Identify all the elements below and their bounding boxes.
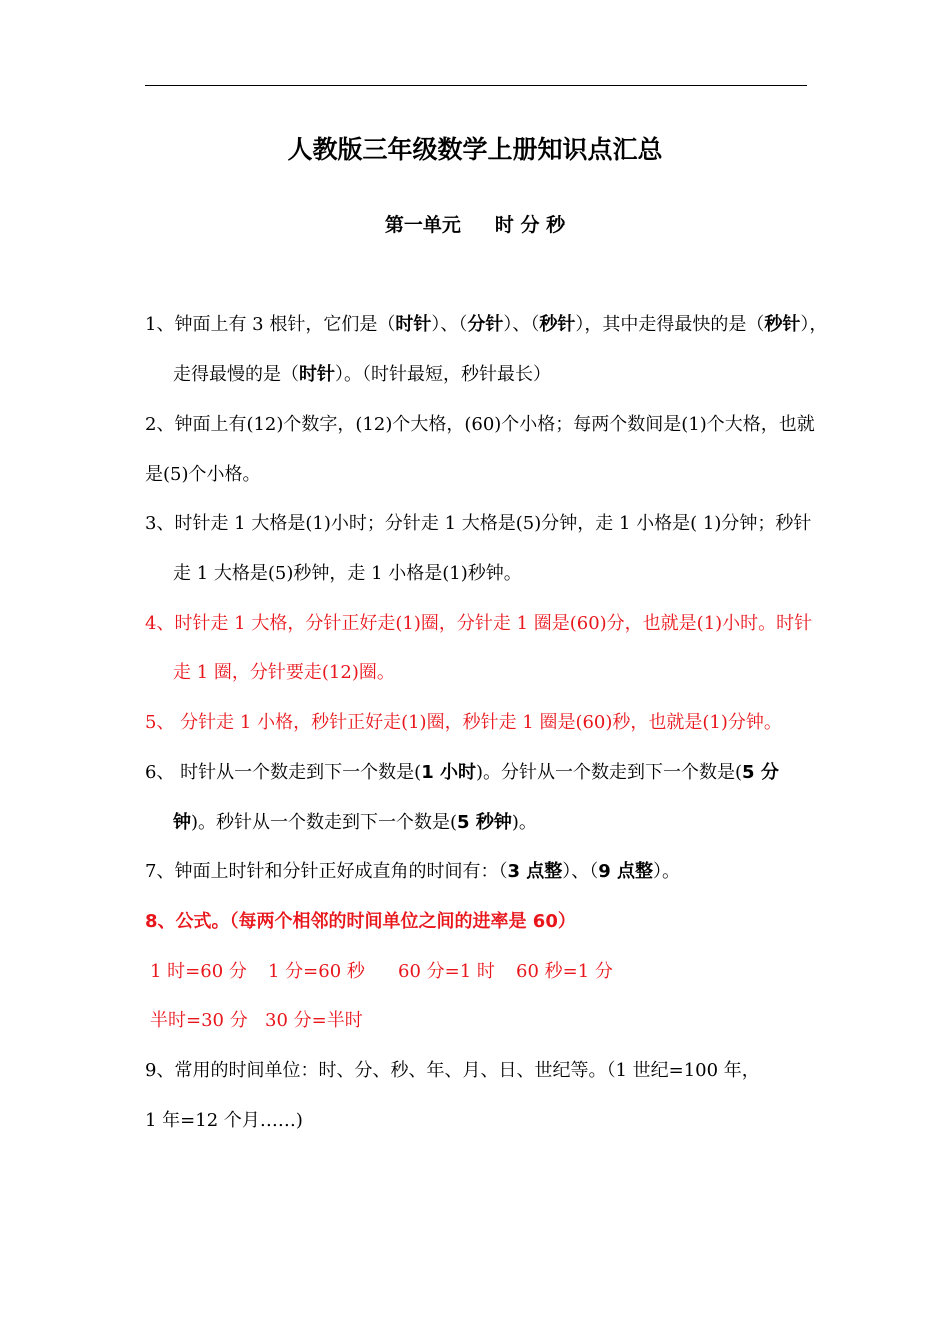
- item-1-line-2: 走得最慢的是（时针）。（时针最短，秒针最长）: [173, 364, 551, 385]
- unit-label: 第一单元: [384, 214, 461, 236]
- formula-item: 60 秒=1 分: [516, 961, 613, 982]
- formula-row-1: [150, 957, 613, 987]
- header-rule: [145, 85, 807, 86]
- item-3-line-2: 走 1 大格是(5)秒钟，走 1 小格是(1)秒钟。: [173, 563, 522, 584]
- item-6-line-1: 6、 时针从一个数走到下一个数是(1 小时)。分针从一个数走到下一个数是(5 分: [145, 762, 779, 783]
- unit-name: 时 分 秒: [494, 214, 566, 236]
- unit-title: [0, 210, 950, 240]
- item-1-line-1: 1、钟面上有 3 根针，它们是（时针）、（分针）、（秒针），其中走得最快的是（秒针），: [145, 314, 828, 335]
- formula-item: 60 分=1 时: [398, 961, 495, 982]
- item-8-line-1: 8、公式。（每两个相邻的时间单位之间的进率是 60）: [145, 911, 576, 932]
- formula-item: 1 分=60 秒: [268, 961, 365, 982]
- item-3-line-1: 3、时针走 1 大格是(1)小时；分针走 1 大格是(5)分钟，走 1 小格是( 1)分钟；秒针: [145, 513, 812, 534]
- formula-item: 半时=30 分: [150, 1010, 248, 1031]
- formula-row-2: [150, 1006, 363, 1036]
- document-title: 人教版三年级数学上册知识点汇总: [287, 135, 663, 164]
- item-7-line-1: 7、钟面上时针和分针正好成直角的时间有：（3 点整）、（9 点整）。: [145, 861, 681, 882]
- item-6-line-2: 钟)。秒针从一个数走到下一个数是(5 秒钟)。: [173, 812, 537, 833]
- item-2-line-2: 是(5)个小格。: [145, 464, 261, 485]
- item-9-line-2: 1 年=12 个月……): [145, 1110, 303, 1131]
- formula-item: 30 分=半时: [265, 1010, 363, 1031]
- item-5-line-1: 5、 分针走 1 小格，秒针正好走(1)圈，秒针走 1 圈是(60)秒，也就是(1)分钟。: [145, 712, 782, 733]
- item-9-line-1: 9、常用的时间单位：时、分、秒、年、月、日、世纪等。（1 世纪=100 年，: [145, 1060, 760, 1081]
- formula-item: 1 时=60 分: [150, 961, 247, 982]
- item-2-line-1: 2、钟面上有(12)个数字，(12)个大格，(60)个小格；每两个数间是(1)个大格，也就: [145, 414, 815, 435]
- item-4-line-1: 4、时针走 1 大格，分针正好走(1)圈，分针走 1 圈是(60)分，也就是(1)小时。时针: [145, 613, 813, 634]
- item-4-line-2: 走 1 圈，分针要走(12)圈。: [173, 662, 395, 683]
